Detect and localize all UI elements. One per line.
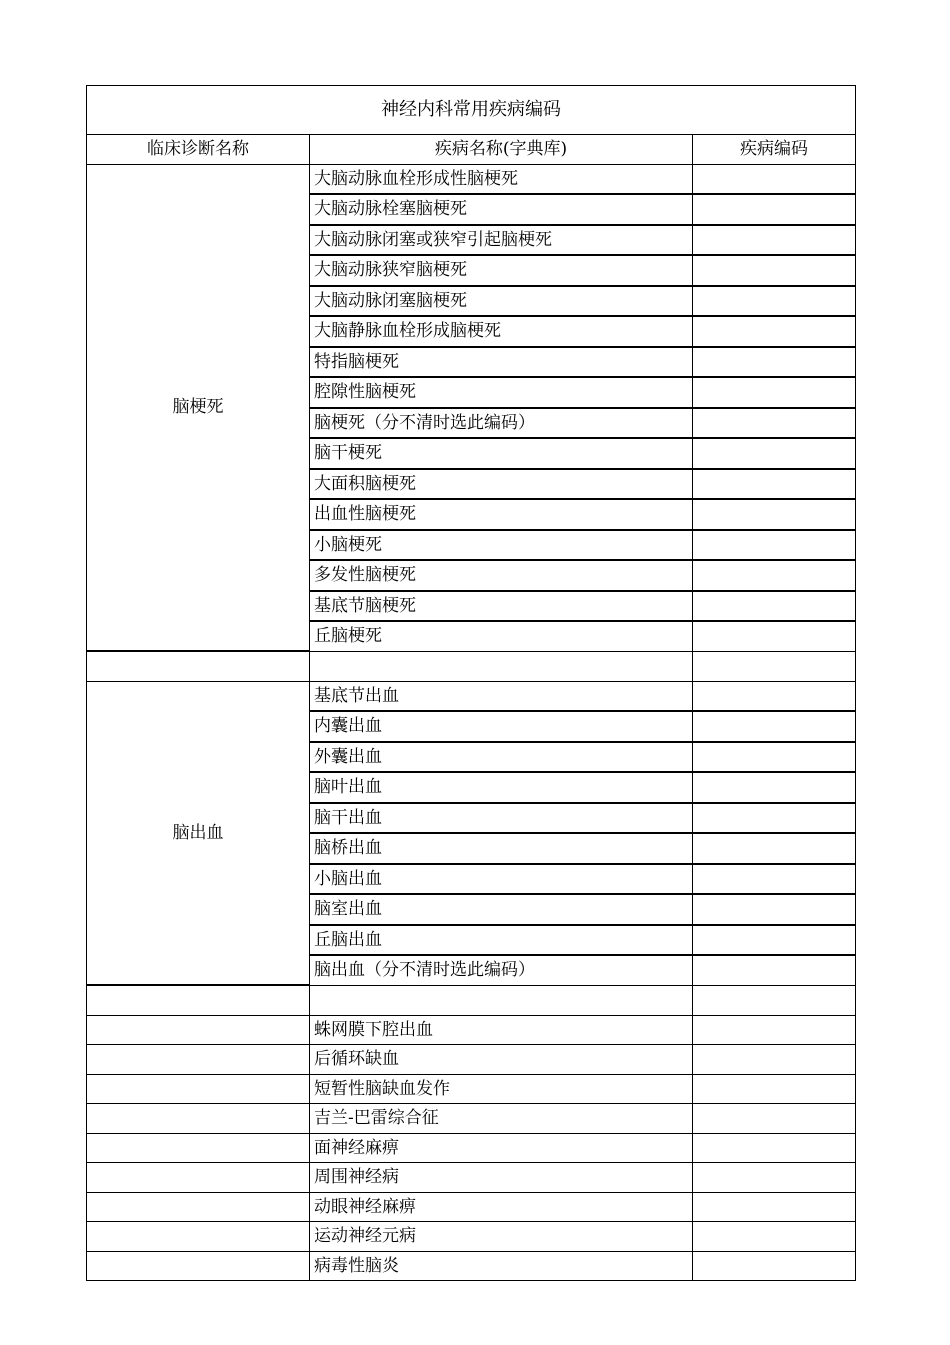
header-row <box>87 135 856 165</box>
clinical-diagnosis-cell: 脑梗死 <box>87 164 310 651</box>
blank-cell <box>87 651 310 681</box>
disease-name-cell: 脑室出血 <box>310 894 693 925</box>
disease-name-cell: 脑桥出血 <box>310 833 693 864</box>
disease-name-cell: 运动神经元病 <box>310 1222 693 1252</box>
clinical-diagnosis-cell: 脑出血 <box>87 681 310 985</box>
disease-code-table <box>86 85 856 1281</box>
disease-code-cell <box>693 803 856 834</box>
disease-name-cell: 内囊出血 <box>310 711 693 742</box>
disease-name-cell: 大脑动脉血栓形成性脑梗死 <box>310 164 693 194</box>
disease-code-cell <box>693 316 856 347</box>
disease-code-cell <box>693 864 856 895</box>
clinical-diagnosis-cell <box>87 1222 310 1252</box>
table-body <box>87 86 856 1281</box>
disease-code-cell <box>693 894 856 925</box>
table-row <box>87 1251 856 1281</box>
disease-name-cell: 周围神经病 <box>310 1163 693 1193</box>
table-row <box>87 1222 856 1252</box>
disease-name-cell: 脑干出血 <box>310 803 693 834</box>
disease-name-cell: 大面积脑梗死 <box>310 469 693 500</box>
disease-code-cell <box>693 469 856 500</box>
disease-name-cell: 小脑出血 <box>310 864 693 895</box>
disease-name-cell: 出血性脑梗死 <box>310 499 693 530</box>
disease-name-cell: 丘脑梗死 <box>310 621 693 651</box>
disease-name-cell: 特指脑梗死 <box>310 347 693 378</box>
disease-code-cell <box>693 1015 856 1045</box>
blank-cell <box>693 985 856 1015</box>
blank-row <box>87 651 856 681</box>
disease-name-cell: 丘脑出血 <box>310 925 693 956</box>
blank-cell <box>310 985 693 1015</box>
disease-code-cell <box>693 1251 856 1281</box>
disease-code-cell <box>693 408 856 439</box>
disease-code-cell <box>693 711 856 742</box>
disease-code-cell <box>693 1163 856 1193</box>
disease-code-cell <box>693 194 856 225</box>
disease-name-cell: 大脑动脉闭塞或狭窄引起脑梗死 <box>310 225 693 256</box>
disease-code-cell <box>693 286 856 317</box>
disease-name-cell: 大脑动脉闭塞脑梗死 <box>310 286 693 317</box>
header-disease-code: 疾病编码 <box>693 135 856 165</box>
clinical-diagnosis-cell <box>87 1163 310 1193</box>
disease-name-cell: 病毒性脑炎 <box>310 1251 693 1281</box>
disease-code-cell <box>693 530 856 561</box>
clinical-diagnosis-cell <box>87 1133 310 1163</box>
disease-name-cell: 基底节脑梗死 <box>310 591 693 622</box>
disease-code-cell <box>693 347 856 378</box>
disease-code-cell <box>693 377 856 408</box>
header-disease-name: 疾病名称(字典库) <box>310 135 693 165</box>
clinical-diagnosis-cell <box>87 1074 310 1104</box>
clinical-diagnosis-cell <box>87 1015 310 1045</box>
table-row <box>87 681 856 711</box>
disease-name-cell: 大脑静脉血栓形成脑梗死 <box>310 316 693 347</box>
disease-code-cell <box>693 681 856 711</box>
blank-cell <box>310 651 693 681</box>
disease-code-cell <box>693 164 856 194</box>
table-row <box>87 164 856 194</box>
table-row <box>87 1163 856 1193</box>
disease-code-cell <box>693 591 856 622</box>
disease-code-cell <box>693 833 856 864</box>
disease-code-cell <box>693 772 856 803</box>
disease-code-cell <box>693 925 856 956</box>
disease-name-cell: 蛛网膜下腔出血 <box>310 1015 693 1045</box>
clinical-diagnosis-cell <box>87 1104 310 1134</box>
disease-name-cell: 大脑动脉狭窄脑梗死 <box>310 255 693 286</box>
disease-name-cell: 基底节出血 <box>310 681 693 711</box>
disease-code-cell <box>693 1192 856 1222</box>
table-title: 神经内科常用疾病编码 <box>87 86 856 135</box>
disease-name-cell: 面神经麻痹 <box>310 1133 693 1163</box>
table-row <box>87 1074 856 1104</box>
disease-code-cell <box>693 225 856 256</box>
clinical-diagnosis-cell <box>87 1251 310 1281</box>
disease-name-cell: 外囊出血 <box>310 742 693 773</box>
table-row <box>87 1133 856 1163</box>
clinical-diagnosis-cell <box>87 1045 310 1075</box>
disease-code-cell <box>693 1133 856 1163</box>
header-clinical-diagnosis: 临床诊断名称 <box>87 135 310 165</box>
blank-row <box>87 985 856 1015</box>
table-row <box>87 1045 856 1075</box>
disease-code-cell <box>693 499 856 530</box>
disease-name-cell: 吉兰-巴雷综合征 <box>310 1104 693 1134</box>
disease-name-cell: 动眼神经麻痹 <box>310 1192 693 1222</box>
disease-name-cell: 腔隙性脑梗死 <box>310 377 693 408</box>
disease-code-cell <box>693 1104 856 1134</box>
disease-code-cell <box>693 742 856 773</box>
title-row <box>87 86 856 135</box>
disease-code-cell <box>693 955 856 985</box>
disease-name-cell: 后循环缺血 <box>310 1045 693 1075</box>
disease-name-cell: 大脑动脉栓塞脑梗死 <box>310 194 693 225</box>
disease-name-cell: 脑梗死（分不清时选此编码） <box>310 408 693 439</box>
clinical-diagnosis-cell <box>87 1192 310 1222</box>
table-row <box>87 1015 856 1045</box>
disease-name-cell: 脑出血（分不清时选此编码） <box>310 955 693 985</box>
disease-code-cell <box>693 438 856 469</box>
disease-name-cell: 脑干梗死 <box>310 438 693 469</box>
disease-code-cell <box>693 1045 856 1075</box>
disease-code-cell <box>693 1222 856 1252</box>
table-row <box>87 1104 856 1134</box>
table-row <box>87 1192 856 1222</box>
disease-name-cell: 短暂性脑缺血发作 <box>310 1074 693 1104</box>
disease-code-cell <box>693 1074 856 1104</box>
blank-cell <box>693 651 856 681</box>
disease-code-cell <box>693 255 856 286</box>
disease-name-cell: 小脑梗死 <box>310 530 693 561</box>
blank-cell <box>87 985 310 1015</box>
disease-name-cell: 脑叶出血 <box>310 772 693 803</box>
disease-code-cell <box>693 560 856 591</box>
disease-code-cell <box>693 621 856 651</box>
disease-name-cell: 多发性脑梗死 <box>310 560 693 591</box>
